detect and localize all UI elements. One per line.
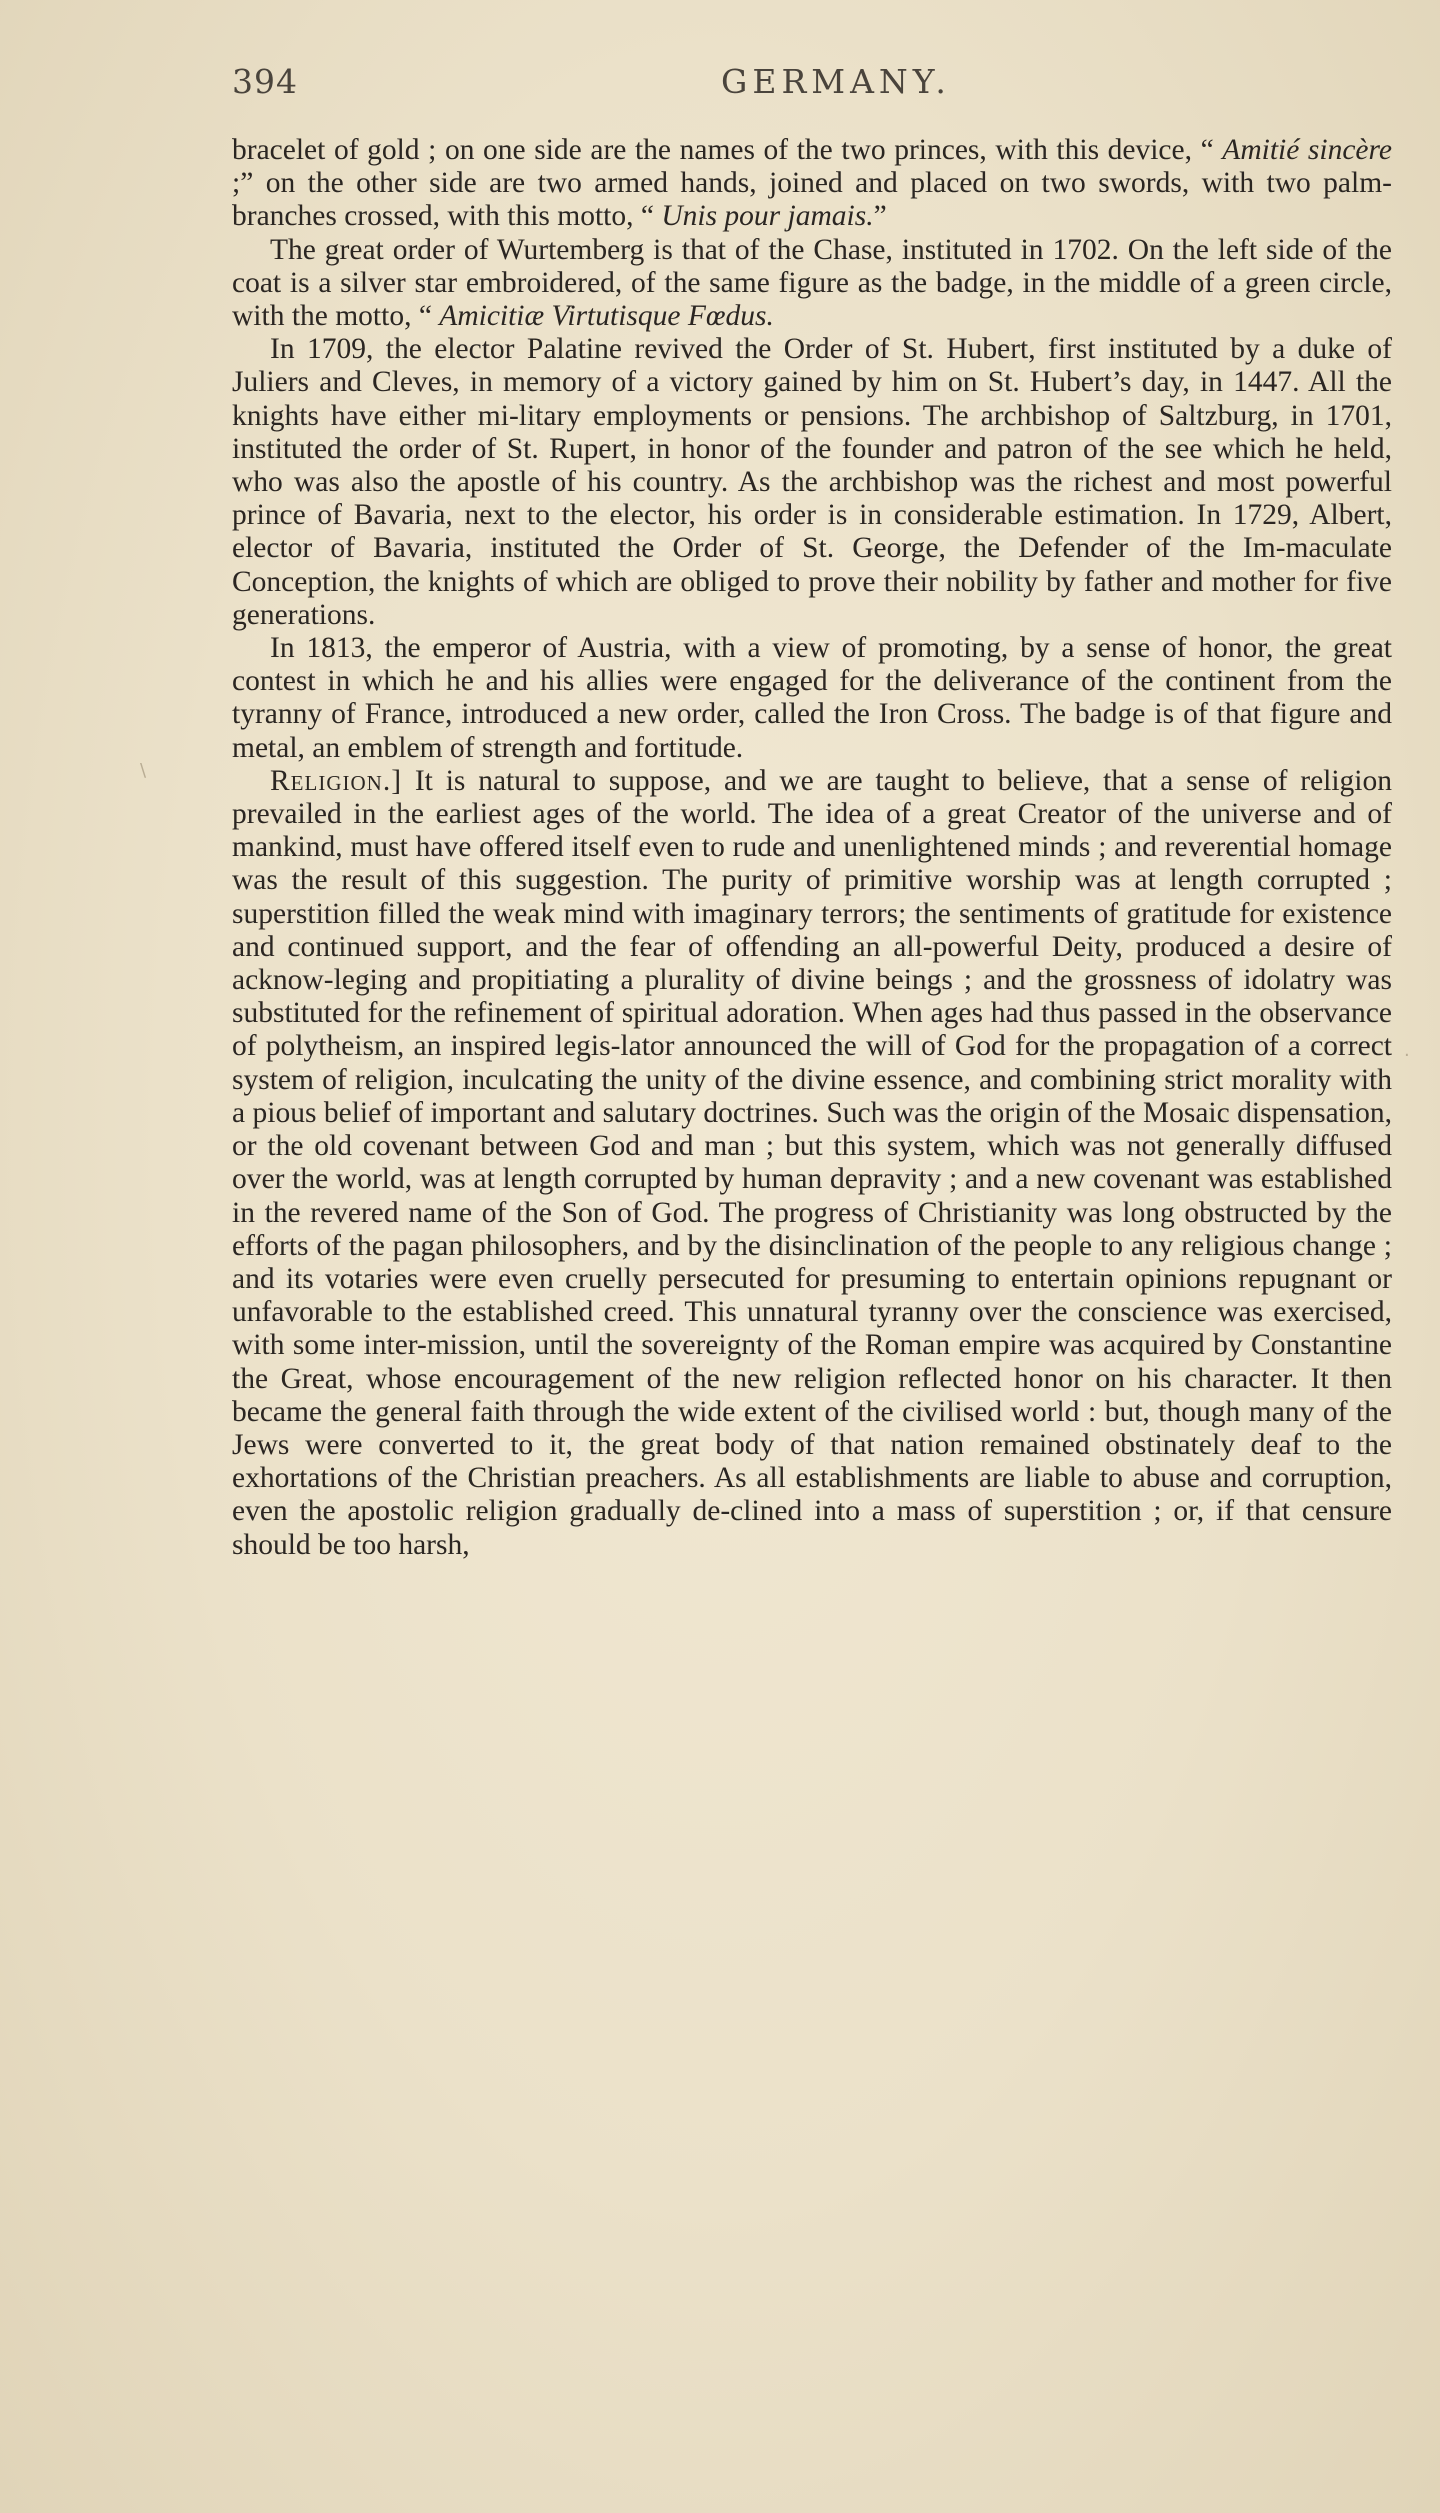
section-heading: Religion.] (270, 764, 403, 797)
running-head: GERMANY. (721, 62, 951, 101)
page-header (232, 62, 1400, 112)
paragraph (232, 234, 1392, 334)
page-number: 394 (232, 62, 298, 101)
text-run: In 1709, the elector Palatine revived the Order of St. Hubert, first instituted by a duke of Juliers and Cleves, in memory of a victory gained by him on St. Hubert’s day, in 1447. All the knights have either mi-litary employments or pensions. The archbishop of Saltzburg, in 1701, instituted the order of St. Rupert, in honor of the founder and patron of the see which he held, who was also the apostle of his country. As the archbishop was the richest and most powerful prince of Bavaria, next to the elector, his order is in considerable estimation. In 1729, Albert, elector of Bavaria, instituted the Order of St. George, the Defender of the Im-maculate Conception, the knights of which are obliged to prove their nobility by father and mother for five generations. (232, 333, 1392, 631)
text-run: ” (873, 200, 887, 233)
paragraph (232, 134, 1392, 234)
text-run: In 1813, the emperor of Austria, with a view of promoting, by a sense of honor, the great contest in which he and his allies were engaged for the deliverance of the continent from the tyranny of France, introduced a new order, called the Iron Cross. The badge is of that figure and metal, an emblem of strength and fortitude. (232, 632, 1392, 764)
paragraph (232, 632, 1392, 765)
italic-text: Amicitiæ Virtutisque Fœdus. (439, 300, 774, 333)
italic-text: Amitié sincère (1222, 134, 1392, 166)
margin-dot-mark: . (1404, 1040, 1410, 1061)
paragraph (232, 333, 1392, 632)
margin-tick-mark: \ (140, 760, 147, 781)
text-run: bracelet of gold ; on one side are the names of the two princes, with this device, “ (232, 134, 1223, 166)
body-text (232, 134, 1392, 1562)
italic-text: Unis pour jamais. (661, 200, 874, 233)
text-run: ;” on the other side are two armed hands, joined and placed on two swords, with two palm-branches crossed, with this motto, “ (232, 167, 1392, 233)
text-run: It is natural to suppose, and we are taught to believe, that a sense of religion prevailed in the earliest ages of the world. The idea of a great Creator of the universe and of mankind, must have offered itself even to rude and unenlightened minds ; and reverential homage was the result of this suggestion. The purity of primitive worship was at length corrupted ; superstition filled the weak mind with imaginary terrors; the sentiments of gratitude for existence and continued support, and the fear of offending an all-powerful Deity, produced a desire of acknow-leging and propitiating a plurality of divine beings ; and the grossness of idolatry was substituted for the refinement of spiritual adoration. When ages had thus passed in the observance of polytheism, an inspired legis-lator announced the will of God for the propagation of a correct system of religion, inculcating the unity of the divine essence, and combining strict morality with a pious belief of important and salutary doctrines. Such was the origin of the Mosaic dispensation, or the old covenant between God and man ; but this system, which was not generally diffused over the world, was at length corrupted by human depravity ; and a new covenant was established in the revered name of the Son of God. The progress of Christianity was long obstructed by the efforts of the pagan philosophers, and by the disinclination of the people to any religious change ; and its votaries were even cruelly persecuted for presuming to entertain opinions repugnant or unfavorable to the established creed. This unnatural tyranny over the conscience was exercised, with some inter-mission, until the sovereignty of the Roman empire was acquired by Constantine the Great, whose encouragement of the new religion reflected honor on his character. It then became the general faith through the wide extent of the civilised world : but, though many of the Jews were converted to it, the great body of that nation remained obstinately deaf to the exhortations of the Christian preachers. As all establishments are liable to abuse and corruption, even the apostolic religion gradually de-clined into a mass of superstition ; or, if that censure should be too harsh, (232, 764, 1392, 1561)
paragraph (232, 765, 1392, 1562)
text-run: The great order of Wurtemberg is that of the Chase, instituted in 1702. On the left side of the coat is a silver star embroidered, of the same figure as the badge, in the middle of a green circle, with the motto, “ (232, 233, 1392, 333)
